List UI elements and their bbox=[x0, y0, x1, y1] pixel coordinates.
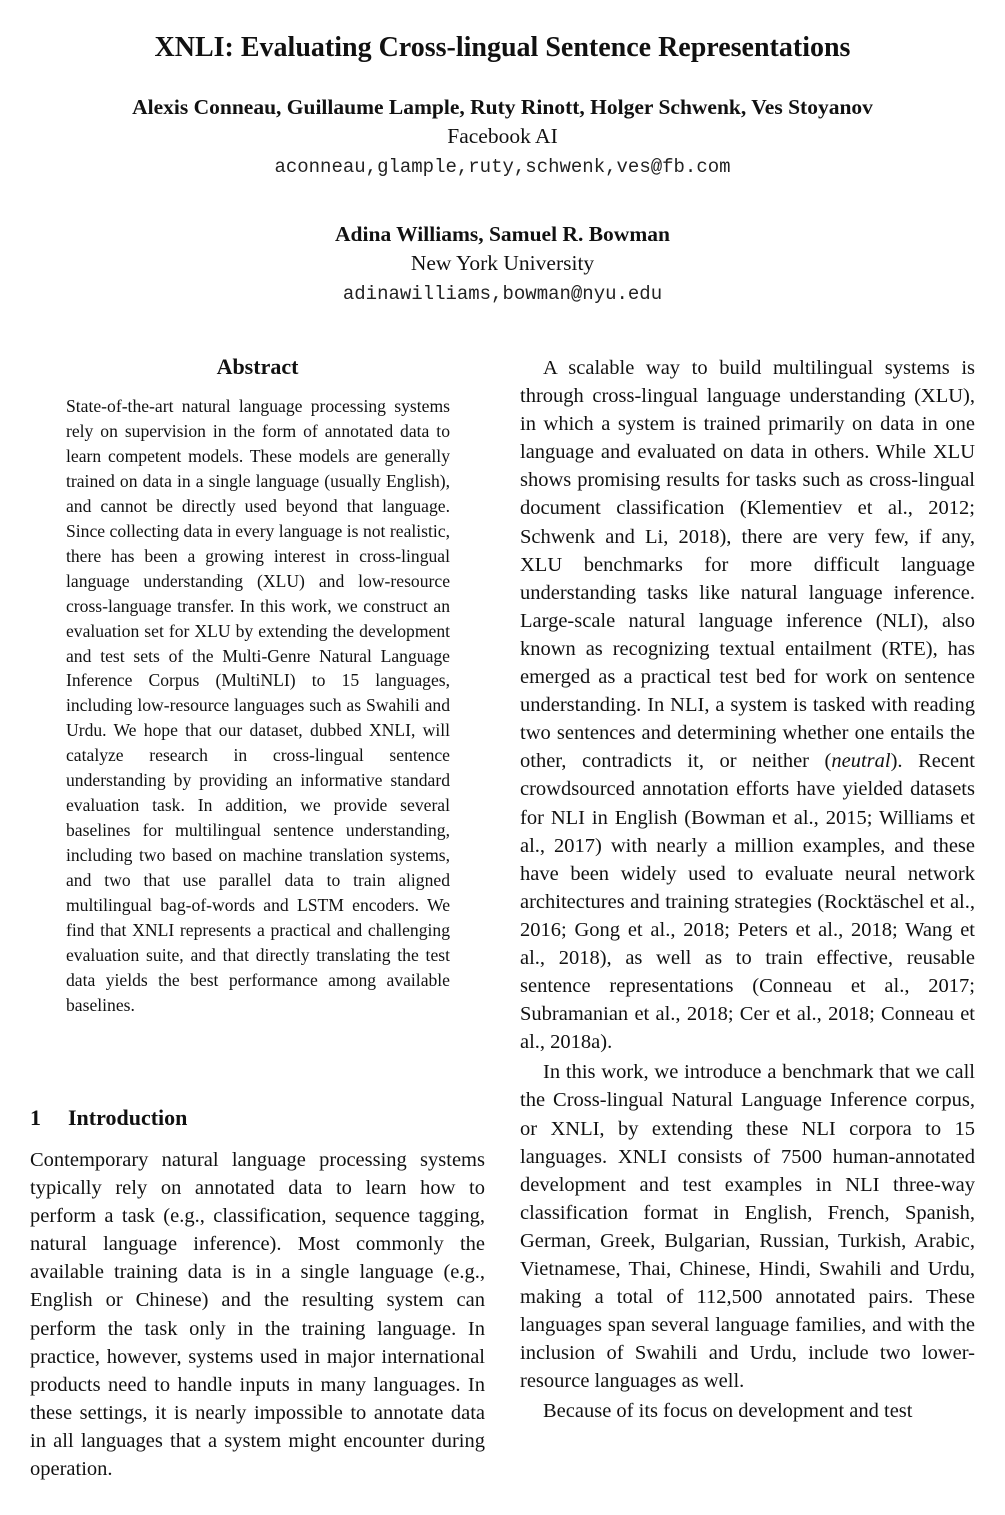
introduction-paragraph-1: Contemporary natural language processing systems typically rely on annotated data to learn how to perform a task (e.g., classification, sequence tagging, natural language inference). Most commonly the available training data is in a single language (e.g., English or Chinese) and the resulting system can perform the task only in the training language. In practice, however, systems used in major international products need to handle inputs in many languages. In these settings, it is nearly impossible to annotate data in all languages that a system might encounter during operation. bbox=[30, 1149, 485, 1481]
email-group-1: aconneau,glample,ruty,schwenk,ves@fb.com bbox=[274, 156, 731, 178]
section-title: Introduction bbox=[68, 1105, 188, 1130]
author-names-group-2: Adina Williams, Samuel R. Bowman bbox=[335, 222, 670, 246]
right-paragraph-2: In this work, we introduce a benchmark that we call the Cross-lingual Natural Language Inference corpus, or XNLI, by extending these NLI corpora to 15 languages. XNLI consists of 7500 human-annotated development and test examples in NLI three-way classification format in English, French, Spanish, German, Greek, Bulgarian, Russian, Turkish, Arabic, Vietnamese, Thai, Chinese, Hindi, Swahili and Urdu, making a total of 112,500 annotated pairs. These languages span several language families, and with the inclusion of Swahili and Urdu, include two lower-resource languages as well. bbox=[520, 1061, 975, 1393]
section-heading-introduction bbox=[30, 1103, 187, 1133]
abstract-text: State-of-the-art natural language processing systems rely on supervision in the form of annotated data to learn competent models. These models are generally trained on data in a single language (usually English), and cannot be directly used beyond that language. Since collecting data in every language is not realistic, there has been a growing interest in cross-lingual language understanding (XLU) and low-resource cross-language transfer. In this work, we construct an evaluation set for XLU by extending the development and test sets of the Multi-Genre Natural Language Inference Corpus (MultiNLI) to 15 languages, including low-resource languages such as Swahili and Urdu. We hope that our dataset, dubbed XNLI, will catalyze research in cross-lingual sentence understanding by providing an informative standard evaluation task. In addition, we provide several baselines for multilingual sentence understanding, including two based on machine translation systems, and two that use parallel data to train aligned multilingual bag-of-words and LSTM encoders. We find that XNLI represents a practical and challenging evaluation suite, and that directly translating the test data yields the best performance among available baselines. bbox=[66, 396, 450, 1015]
right-column bbox=[520, 354, 975, 1426]
affiliation-group-1: Facebook AI bbox=[447, 124, 558, 148]
paper-title: XNLI: Evaluating Cross-lingual Sentence Representations bbox=[154, 32, 851, 63]
abstract-heading: Abstract bbox=[216, 354, 299, 379]
right-paragraph-1-part-a: A scalable way to build multilingual systems is through cross-lingual language understanding (XLU), in which a system is trained primarily on data in one language and evaluated on data in others. While XLU shows promising results for tasks such as cross-lingual document classification (Klementiev et al., 2012; Schwenk and Li, 2018), there are very few, if any, XLU benchmarks for more difficult language understanding tasks like natural language inference. Large-scale natural language inference (NLI), also known as recognizing textual entailment (RTE), has emerged as a practical test bed for work on sentence understanding. In NLI, a system is tasked with reading two sentences and determining whether one entails the other, contradicts it, or neither ( bbox=[520, 357, 975, 773]
email-group-2: adinawilliams,bowman@nyu.edu bbox=[342, 283, 663, 305]
introduction-left-column bbox=[30, 1146, 485, 1483]
author-names-group-1: Alexis Conneau, Guillaume Lample, Ruty Rinott, Holger Schwenk, Ves Stoyanov bbox=[132, 95, 873, 119]
right-paragraph-1 bbox=[520, 354, 975, 1056]
section-number: 1 bbox=[30, 1105, 41, 1130]
right-paragraph-1-part-b: ). Recent crowdsourced annotation efforts have yielded datasets for NLI in English (Bowman et al., 2015; Williams et al., 2017) with nearly a million examples, and these have been widely used to evaluate neural network architectures and training strategies (Rocktäschel et al., 2016; Gong et al., 2018; Peters et al., 2018; Wang et al., 2018), as well as to train effective, reusable sentence representations (Conneau et al., 2017; Subramanian et al., 2018; Cer et al., 2018; Conneau et al., 2018a). bbox=[520, 750, 975, 1054]
abstract-body bbox=[66, 394, 450, 1018]
right-paragraph-3: Because of its focus on development and test bbox=[543, 1400, 913, 1423]
neutral-italic: neutral bbox=[831, 750, 891, 773]
affiliation-group-2: New York University bbox=[410, 251, 595, 275]
